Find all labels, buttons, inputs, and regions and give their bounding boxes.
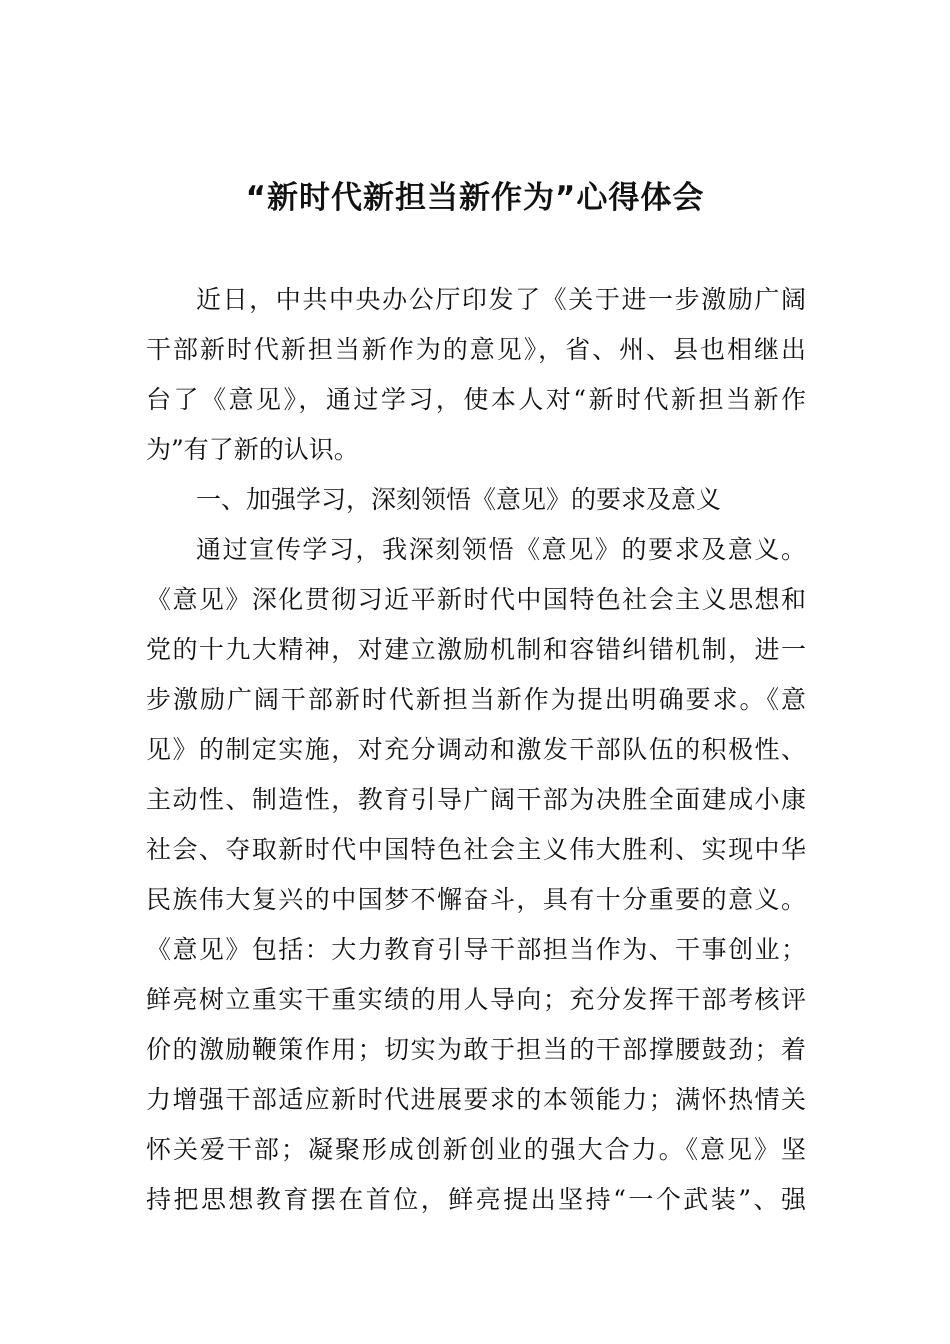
body-line: 为”有了新的认识。 bbox=[146, 435, 359, 464]
document-body bbox=[146, 275, 806, 1225]
body-line: 社会、夺取新时代中国特色社会主义伟大胜利、实现中华 bbox=[146, 835, 806, 864]
body-line: 怀关爱干部；凝聚形成创新创业的强大合力。《意见》坚 bbox=[146, 1135, 806, 1164]
body-line: 党的十九大精神，对建立激励机制和容错纠错机制，进一 bbox=[146, 635, 806, 664]
body-line: 近日，中共中央办公厅印发了《关于进一步激励广阔 bbox=[196, 285, 806, 314]
body-line: 价的激励鞭策作用；切实为敢于担当的干部撑腰鼓劲；着 bbox=[146, 1035, 806, 1064]
body-line: 通过宣传学习，我深刻领悟《意见》的要求及意义。 bbox=[196, 535, 806, 564]
body-line: 一、加强学习，深刻领悟《意见》的要求及意义 bbox=[196, 485, 722, 514]
body-line: 鲜亮树立重实干重实绩的用人导向；充分发挥干部考核评 bbox=[146, 985, 806, 1014]
document-title: “新时代新担当新作为”心得体会 bbox=[245, 180, 705, 216]
body-line: 干部新时代新担当新作为的意见》，省、州、县也相继出 bbox=[146, 335, 806, 364]
body-line: 力增强干部适应新时代进展要求的本领能力；满怀热情关 bbox=[146, 1085, 806, 1114]
body-line: 见》的制定实施，对充分调动和激发干部队伍的积极性、 bbox=[146, 735, 806, 764]
body-line: 民族伟大复兴的中国梦不懈奋斗，具有十分重要的意义。 bbox=[146, 885, 806, 914]
body-line: 《意见》包括：大力教育引导干部担当作为、干事创业； bbox=[146, 935, 806, 964]
body-line: 持把思想教育摆在首位，鲜亮提出坚持“一个武装”、强 bbox=[146, 1185, 806, 1214]
body-line: 主动性、制造性，教育引导广阔干部为决胜全面建成小康 bbox=[146, 785, 806, 814]
body-line: 《意见》深化贯彻习近平新时代中国特色社会主义思想和 bbox=[146, 585, 806, 614]
body-line: 步激励广阔干部新时代新担当新作为提出明确要求。《意 bbox=[146, 685, 806, 714]
body-line: 台了《意见》，通过学习，使本人对“新时代新担当新作 bbox=[146, 385, 806, 414]
